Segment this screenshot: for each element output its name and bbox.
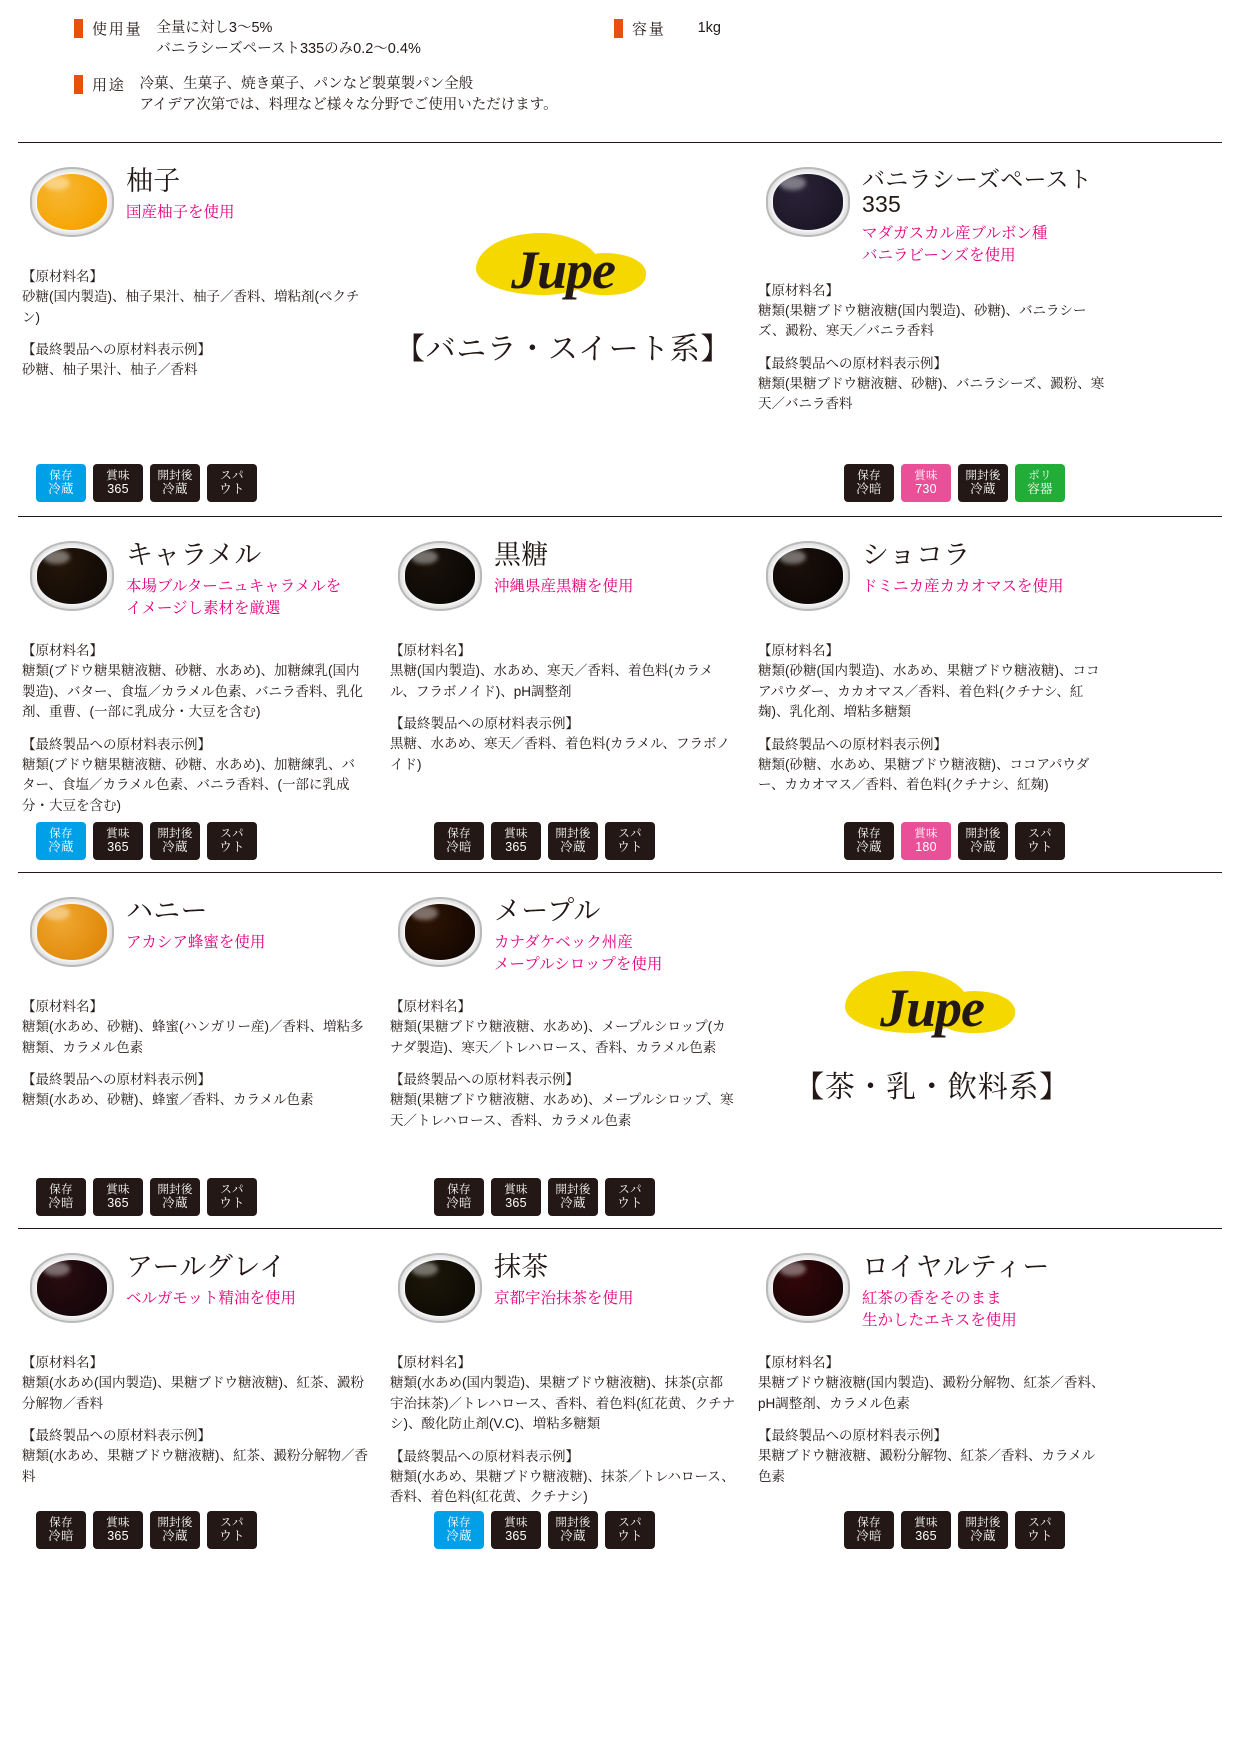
product-name: 柚子 — [126, 166, 181, 197]
badge-line-2: 冷蔵 — [162, 481, 188, 496]
badge-line-2: 冷蔵 — [446, 1528, 472, 1543]
badge-line-2: 冷蔵 — [560, 1195, 586, 1210]
bowl-icon — [766, 167, 850, 237]
product-desc-line-1: カナダケベック州産 — [494, 933, 633, 951]
ingredients-text: 黒糖(国内製造)、水あめ、寒天／香料、着色料(カラメル、フラボノイド)、pH調整剤 — [390, 663, 714, 699]
ingredients-text: 糖類(水あめ(国内製造)、果糖ブドウ糖液糖)、抹茶(京都宇治抹茶)／トレハロース、香料、着色料(紅花黄、クチナシ)、酸化防止剤(V.C)、増粘多糖類 — [390, 1375, 736, 1432]
product-name: メープル — [494, 896, 601, 927]
badge-shelflife — [93, 1511, 143, 1549]
final-heading: 【最終製品への原材料表示例】 — [22, 342, 211, 358]
product-band-3 — [14, 873, 1226, 1228]
badge-line-1: スパ — [1028, 828, 1052, 841]
product-swatch — [390, 1247, 494, 1339]
badge-line-1: 賞味 — [504, 1184, 528, 1197]
badge-storage — [434, 1178, 484, 1216]
badge-after-open — [958, 1511, 1008, 1549]
product-swatch — [22, 535, 126, 627]
final-heading: 【最終製品への原材料表示例】 — [390, 716, 579, 732]
orange-bar-icon — [74, 19, 83, 38]
badge-shelflife — [901, 464, 951, 502]
jupe-logo — [817, 969, 1047, 1047]
product-name: 黒糖 — [494, 540, 549, 571]
badge-storage — [844, 464, 894, 502]
badge-line-2: ウト — [1027, 1528, 1053, 1543]
badge-line-2: ウト — [219, 839, 245, 854]
badge-shelflife — [491, 1511, 541, 1549]
ingredients-text: 糖類(水あめ(国内製造)、果糖ブドウ糖液糖)、紅茶、澱粉分解物／香料 — [22, 1375, 364, 1411]
badge-line-2: 365 — [915, 1528, 937, 1543]
badge-line-1: 賞味 — [914, 1517, 938, 1530]
badge-line-1: 賞味 — [914, 470, 938, 483]
final-heading: 【最終製品への原材料表示例】 — [758, 736, 947, 752]
badge-group-earl-grey — [36, 1511, 257, 1549]
capacity-value: 1kg — [697, 20, 721, 36]
product-name: ハニー — [126, 896, 208, 927]
badge-line-2: 容器 — [1027, 481, 1053, 496]
final-heading: 【最終製品への原材料表示例】 — [758, 355, 947, 371]
logo-wordmark: Jupe — [880, 978, 984, 1039]
badge-after-open — [150, 464, 200, 502]
badge-group-royal-tea — [844, 1511, 1065, 1549]
badge-line-1: スパ — [220, 470, 244, 483]
usage-line-1: 全量に対し3～5% — [156, 20, 273, 36]
product-desc-line-1: マダガスカル産ブルボン種 — [862, 224, 1048, 242]
bowl-icon — [766, 541, 850, 611]
ingredients-heading: 【原材料名】 — [758, 282, 839, 298]
badge-spout — [207, 464, 257, 502]
badge-after-open — [150, 1511, 200, 1549]
badge-line-2: 365 — [505, 1528, 527, 1543]
ingredients-text: 糖類(砂糖(国内製造)、水あめ、果糖ブドウ糖液糖)、ココアパウダー、カカオマス／香料、着色料(クチナシ、紅麹)、乳化剤、増粘多糖類 — [758, 663, 1100, 720]
badge-line-2: ウト — [219, 1528, 245, 1543]
badge-line-1: 開封後 — [157, 828, 193, 841]
product-card-royal-tea — [750, 1229, 1120, 1518]
final-heading: 【最終製品への原材料表示例】 — [22, 1072, 211, 1088]
bowl-icon — [30, 897, 114, 967]
badge-line-2: 冷蔵 — [560, 1528, 586, 1543]
badge-line-2: 冷暗 — [446, 839, 472, 854]
ingredients-heading: 【原材料名】 — [22, 269, 103, 285]
badge-line-2: ウト — [219, 481, 245, 496]
final-text: 糖類(砂糖、水あめ、果糖ブドウ糖液糖)、ココアパウダー、カカオマス／香料、着色料(クチナシ、紅麹) — [758, 756, 1090, 793]
badge-group-matcha — [434, 1511, 655, 1549]
badge-storage — [844, 822, 894, 860]
badge-after-open — [548, 822, 598, 860]
product-card-yuzu — [14, 143, 382, 425]
badge-shelflife — [901, 822, 951, 860]
badge-line-1: 賞味 — [504, 1517, 528, 1530]
ingredients-heading: 【原材料名】 — [22, 643, 103, 659]
badge-line-2: 365 — [505, 1195, 527, 1210]
jupe-logo — [448, 231, 678, 309]
badge-storage — [844, 1511, 894, 1549]
ingredients-text: 果糖ブドウ糖液糖(国内製造)、澱粉分解物、紅茶／香料、pH調整剤、カラメル色素 — [758, 1375, 1105, 1411]
badge-line-1: 保存 — [857, 470, 881, 483]
badge-line-2: 冷蔵 — [162, 1195, 188, 1210]
badge-line-1: 保存 — [49, 1184, 73, 1197]
badge-line-2: ウト — [219, 1195, 245, 1210]
final-text: 果糖ブドウ糖液糖、澱粉分解物、紅茶／香料、カラメル色素 — [758, 1448, 1096, 1484]
badge-after-open — [150, 822, 200, 860]
badge-line-2: 冷蔵 — [48, 839, 74, 854]
badge-line-2: 冷蔵 — [970, 481, 996, 496]
product-card-maple — [382, 873, 750, 1141]
product-name: ショコラ — [862, 540, 971, 571]
ingredients-block — [22, 265, 368, 381]
ingredients-text: 糖類(果糖ブドウ糖液糖、水あめ)、メープルシロップ(カナダ製造)、寒天／トレハロース、香料、カラメル色素 — [390, 1019, 726, 1055]
product-swatch — [22, 161, 126, 253]
badge-line-2: 365 — [107, 481, 129, 496]
badge-line-1: ポリ — [1028, 470, 1052, 483]
ingredients-block — [758, 1351, 1106, 1487]
product-card-matcha — [382, 1229, 750, 1518]
badge-line-1: スパ — [618, 1517, 642, 1530]
product-band-2 — [14, 517, 1226, 872]
bowl-icon — [30, 1253, 114, 1323]
ingredients-heading: 【原材料名】 — [22, 1355, 103, 1371]
product-card-vanilla-seeds-paste-335 — [750, 143, 1120, 425]
product-band-4 — [14, 1229, 1226, 1559]
badge-line-1: 保存 — [49, 828, 73, 841]
orange-bar-icon — [74, 75, 83, 94]
badge-spout — [605, 1511, 655, 1549]
badge-line-1: スパ — [220, 1184, 244, 1197]
badge-line-2: 365 — [107, 839, 129, 854]
badge-spout — [605, 1178, 655, 1216]
badge-line-1: 開封後 — [965, 828, 1001, 841]
bowl-icon — [398, 1253, 482, 1323]
badge-group-maple — [434, 1178, 655, 1216]
ingredients-block — [390, 639, 736, 775]
badge-line-2: 冷蔵 — [560, 839, 586, 854]
final-text: 糖類(水あめ、果糖ブドウ糖液糖)、抹茶／トレハロース、香料、着色料(紅花黄、クチナシ) — [390, 1468, 735, 1505]
product-card-earl-grey — [14, 1229, 382, 1518]
badge-line-2: 冷蔵 — [162, 1528, 188, 1543]
badge-line-1: 開封後 — [965, 470, 1001, 483]
badge-after-open — [958, 464, 1008, 502]
usage-label: 使用量 — [92, 21, 143, 38]
badge-line-2: 365 — [505, 839, 527, 854]
product-desc-line-1: 紅茶の香をそのまま — [862, 1289, 1002, 1307]
badge-group-yuzu — [36, 464, 257, 502]
badge-line-1: 保存 — [447, 1184, 471, 1197]
bowl-icon — [30, 541, 114, 611]
badge-shelflife — [901, 1511, 951, 1549]
purpose-value — [140, 74, 558, 116]
badge-line-2: 冷暗 — [446, 1195, 472, 1210]
badge-line-2: 730 — [915, 481, 937, 496]
ingredients-heading: 【原材料名】 — [758, 1355, 839, 1371]
badge-line-2: 365 — [107, 1528, 129, 1543]
capacity-label: 容量 — [632, 21, 666, 38]
product-desc: 沖縄県産黒糖を使用 — [494, 577, 634, 595]
product-desc: アカシア蜂蜜を使用 — [126, 933, 266, 951]
badge-line-2: 冷暗 — [856, 481, 882, 496]
product-swatch — [758, 535, 862, 627]
badge-storage — [36, 464, 86, 502]
badge-after-open — [150, 1178, 200, 1216]
ingredients-block — [22, 995, 368, 1111]
product-desc-line-2: メープルシロップを使用 — [494, 955, 663, 973]
final-heading: 【最終製品への原材料表示例】 — [22, 1428, 211, 1444]
badge-line-1: 保存 — [49, 470, 73, 483]
badge-line-2: ウト — [617, 1195, 643, 1210]
badge-line-1: スパ — [618, 828, 642, 841]
brand-caption: 【バニラ・スイート系】 — [395, 333, 731, 367]
badge-spout — [207, 1511, 257, 1549]
ingredients-text: 糖類(ブドウ糖果糖液糖、砂糖、水あめ)、加糖練乳(国内製造)、バター、食塩／カラメル色素、バニラ香料、乳化剤、重曹、(一部に乳成分・大豆を含む) — [22, 663, 364, 720]
badge-line-2: 180 — [915, 839, 937, 854]
orange-bar-icon — [614, 19, 623, 38]
product-name: バニラシーズペースト335 — [862, 166, 1092, 218]
badge-line-1: 開封後 — [555, 1517, 591, 1530]
ingredients-block — [758, 279, 1106, 415]
badge-line-1: 賞味 — [914, 828, 938, 841]
ingredients-heading: 【原材料名】 — [390, 1355, 471, 1371]
usage-label-group — [74, 18, 142, 39]
ingredients-block — [22, 1351, 368, 1487]
product-name: キャラメル — [126, 540, 262, 571]
badge-line-1: スパ — [220, 828, 244, 841]
badge-line-1: 保存 — [857, 1517, 881, 1530]
brand-block-vanilla-sweet — [382, 143, 750, 425]
product-desc: 京都宇治抹茶を使用 — [494, 1289, 634, 1307]
product-swatch — [390, 891, 494, 983]
product-card-chocolat — [750, 517, 1120, 826]
ingredients-block — [22, 639, 368, 816]
final-heading: 【最終製品への原材料表示例】 — [22, 736, 211, 752]
badge-line-1: 保存 — [447, 828, 471, 841]
badge-line-1: 開封後 — [157, 470, 193, 483]
badge-line-2: 冷暗 — [48, 1528, 74, 1543]
header — [14, 0, 1226, 138]
badge-group-kokuto — [434, 822, 655, 860]
product-swatch — [758, 161, 862, 253]
product-desc: 国産柚子を使用 — [126, 203, 235, 221]
bowl-icon — [398, 541, 482, 611]
badge-line-2: 冷蔵 — [970, 839, 996, 854]
ingredients-block — [390, 1351, 736, 1508]
final-text: 糖類(ブドウ糖果糖液糖、砂糖、水あめ)、加糖練乳、バター、食塩／カラメル色素、バニラ香料、(一部に乳成分・大豆を含む) — [22, 756, 355, 813]
brand-caption: 【茶・乳・飲料系】 — [794, 1071, 1070, 1105]
final-heading: 【最終製品への原材料表示例】 — [390, 1448, 579, 1464]
badge-line-1: 賞味 — [504, 828, 528, 841]
badge-line-1: 賞味 — [106, 1184, 130, 1197]
badge-shelflife — [93, 1178, 143, 1216]
product-band-1 — [14, 143, 1226, 516]
logo-wordmark: Jupe — [511, 240, 615, 301]
badge-line-1: スパ — [220, 1517, 244, 1530]
badge-container — [1015, 464, 1065, 502]
product-card-honey — [14, 873, 382, 1141]
badge-storage — [434, 1511, 484, 1549]
badge-line-2: 冷蔵 — [970, 1528, 996, 1543]
capacity-row — [614, 18, 721, 39]
usage-line-2: バニラシーズペースト335のみ0.2～0.4% — [156, 41, 421, 58]
badge-group-vanilla — [844, 464, 1065, 502]
badge-spout — [605, 822, 655, 860]
badge-line-2: 冷蔵 — [48, 481, 74, 496]
product-desc-line-2: バニラビーンズを使用 — [862, 246, 1016, 264]
ingredients-block — [390, 995, 736, 1131]
badge-shelflife — [491, 822, 541, 860]
badge-storage — [36, 822, 86, 860]
brand-block-tea-milk-drink — [750, 873, 1120, 1141]
badge-after-open — [548, 1178, 598, 1216]
badge-line-1: 開封後 — [965, 1517, 1001, 1530]
badge-line-2: 365 — [107, 1195, 129, 1210]
badge-line-1: 賞味 — [106, 470, 130, 483]
badge-spout — [1015, 822, 1065, 860]
badge-group-chocolat — [844, 822, 1065, 860]
badge-shelflife — [491, 1178, 541, 1216]
product-name: ロイヤルティー — [862, 1252, 1050, 1283]
purpose-row — [74, 74, 1216, 116]
ingredients-heading: 【原材料名】 — [758, 643, 839, 659]
purpose-label: 用途 — [92, 77, 126, 95]
badge-line-1: 保存 — [857, 828, 881, 841]
product-name: 抹茶 — [494, 1252, 549, 1283]
final-text: 糖類(果糖ブドウ糖液糖、水あめ)、メープルシロップ、寒天／トレハロース、香料、カラメル色素 — [390, 1092, 734, 1128]
badge-line-1: スパ — [618, 1184, 642, 1197]
product-desc-line-2: イメージし素材を厳選 — [126, 599, 281, 617]
product-swatch — [22, 1247, 126, 1339]
bowl-icon — [30, 167, 114, 237]
badge-line-1: 開封後 — [555, 1184, 591, 1197]
product-desc: ベルガモット精油を使用 — [126, 1289, 297, 1307]
final-heading: 【最終製品への原材料表示例】 — [390, 1072, 579, 1088]
product-desc-line-2: 生かしたエキスを使用 — [862, 1311, 1017, 1329]
badge-spout — [207, 822, 257, 860]
badge-line-1: 開封後 — [157, 1184, 193, 1197]
badge-line-2: 冷蔵 — [162, 839, 188, 854]
ingredients-text: 糖類(果糖ブドウ糖液糖(国内製造)、砂糖)、バニラシーズ、澱粉、寒天／バニラ香料 — [758, 302, 1087, 339]
badge-shelflife — [93, 822, 143, 860]
product-name: アールグレイ — [126, 1252, 287, 1283]
badge-spout — [1015, 1511, 1065, 1549]
product-desc: ドミニカ産カカオマスを使用 — [862, 577, 1064, 595]
ingredients-heading: 【原材料名】 — [390, 643, 471, 659]
badge-line-1: 開封後 — [157, 1517, 193, 1530]
badge-after-open — [958, 822, 1008, 860]
badge-storage — [36, 1178, 86, 1216]
badge-group-honey — [36, 1178, 257, 1216]
final-text: 黒糖、水あめ、寒天／香料、着色料(カラメル、フラボノイド) — [390, 736, 730, 772]
ingredients-heading: 【原材料名】 — [390, 999, 471, 1015]
bowl-icon — [766, 1253, 850, 1323]
final-text: 砂糖、柚子果汁、柚子／香料 — [22, 362, 198, 378]
usage-value — [156, 18, 420, 60]
badge-line-2: 冷蔵 — [856, 839, 882, 854]
product-swatch — [390, 535, 494, 627]
purpose-line-1: 冷菓、生菓子、焼き菓子、パンなど製菓製パン全般 — [139, 76, 474, 93]
badge-line-1: 開封後 — [555, 828, 591, 841]
badge-line-2: ウト — [617, 839, 643, 854]
purpose-label-group — [74, 74, 126, 95]
badge-line-2: 冷暗 — [856, 1528, 882, 1543]
badge-line-1: 賞味 — [106, 1517, 130, 1530]
ingredients-heading: 【原材料名】 — [22, 999, 103, 1015]
capacity-label-group — [614, 18, 666, 39]
product-swatch — [758, 1247, 862, 1339]
ingredients-block — [758, 639, 1106, 796]
badge-line-2: ウト — [617, 1528, 643, 1543]
badge-after-open — [548, 1511, 598, 1549]
badge-storage — [434, 822, 484, 860]
final-text: 糖類(水あめ、果糖ブドウ糖液糖)、紅茶、澱粉分解物／香料 — [22, 1448, 368, 1484]
badge-spout — [207, 1178, 257, 1216]
badge-group-caramel — [36, 822, 257, 860]
badge-line-2: ウト — [1027, 839, 1053, 854]
badge-line-1: 賞味 — [106, 828, 130, 841]
badge-storage — [36, 1511, 86, 1549]
ingredients-text: 砂糖(国内製造)、柚子果汁、柚子／香料、増粘剤(ペクチン) — [22, 289, 360, 325]
product-desc-line-1: 本場ブルターニュキャラメルを — [126, 577, 342, 595]
ingredients-text: 糖類(水あめ、砂糖)、蜂蜜(ハンガリー産)／香料、増粘多糖類、カラメル色素 — [22, 1019, 364, 1055]
badge-line-1: 保存 — [49, 1517, 73, 1530]
product-card-caramel — [14, 517, 382, 826]
final-text: 糖類(果糖ブドウ糖液糖、砂糖)、バニラシーズ、澱粉、寒天／バニラ香料 — [758, 375, 1105, 412]
badge-shelflife — [93, 464, 143, 502]
product-card-kokuto — [382, 517, 750, 826]
product-swatch — [22, 891, 126, 983]
badge-line-2: 冷暗 — [48, 1195, 74, 1210]
final-heading: 【最終製品への原材料表示例】 — [758, 1428, 947, 1444]
badge-line-1: 保存 — [447, 1517, 471, 1530]
bowl-icon — [398, 897, 482, 967]
final-text: 糖類(水あめ、砂糖)、蜂蜜／香料、カラメル色素 — [22, 1092, 314, 1108]
purpose-line-2: アイデア次第では、料理など様々な分野でご使用いただけます。 — [139, 97, 558, 114]
badge-line-1: スパ — [1028, 1517, 1052, 1530]
